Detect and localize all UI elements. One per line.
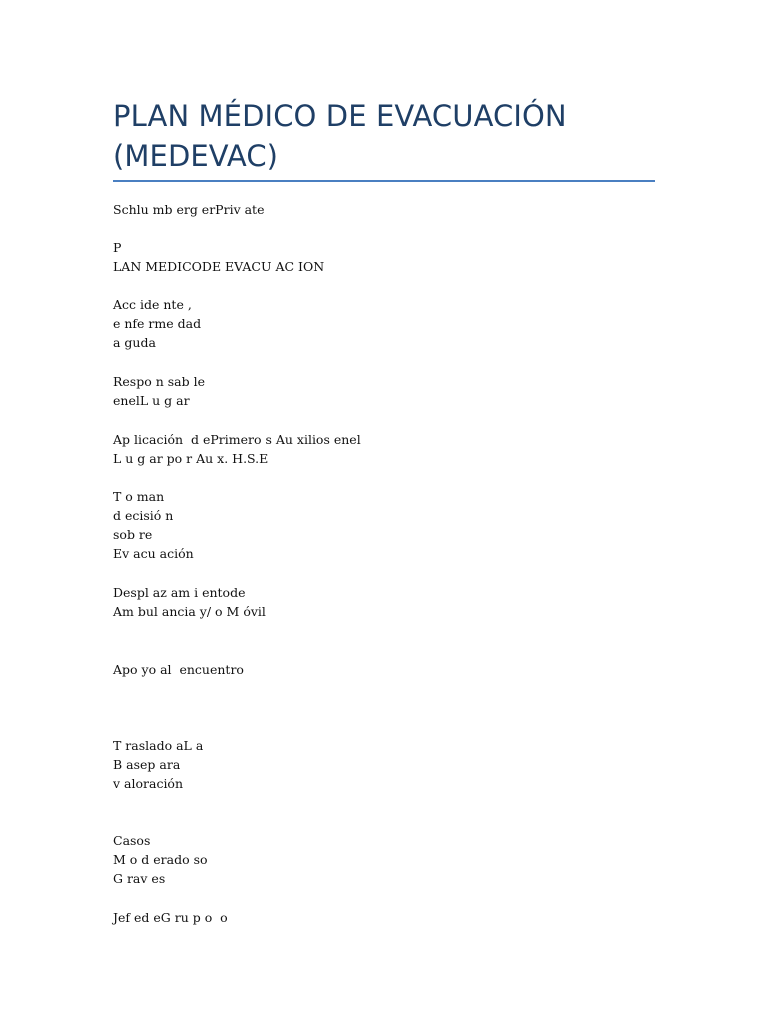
text-line: e nfe rme dad (113, 316, 202, 331)
text-line: LAN MEDICODE EVACU AC ION (113, 259, 325, 274)
text-line: T o man (113, 489, 165, 504)
text-line: Schlu mb erg erPriv ate (113, 202, 265, 217)
title-line-1: PLAN MÉDICO DE EVACUACIÓN (113, 99, 567, 133)
paragraph-decision (113, 487, 194, 563)
title-line-2: (MEDEVAC) (113, 139, 279, 173)
text-line: B asep ara (113, 757, 181, 772)
text-line: P (113, 240, 122, 255)
text-line: Respo n sab le (113, 374, 205, 389)
text-line: Apo yo al encuentro (113, 662, 244, 677)
paragraph-ambulance (113, 583, 266, 621)
paragraph-brand (113, 200, 264, 219)
text-line: G rav es (113, 871, 166, 886)
text-line: enelL u g ar (113, 393, 190, 408)
paragraph-first-aid (113, 430, 361, 468)
text-line: Despl az am i entode (113, 585, 246, 600)
text-line: a guda (113, 335, 156, 350)
paragraph-support (113, 660, 244, 679)
title-underline (113, 180, 655, 182)
text-line: L u g ar po r Au x. H.S.E (113, 451, 269, 466)
text-line: Casos (113, 833, 151, 848)
text-line: Ev acu ación (113, 546, 194, 561)
text-line: M o d erado so (113, 852, 208, 867)
paragraph-group-leader (113, 908, 228, 927)
text-line: Am bul ancia y/ o M óvil (113, 604, 266, 619)
text-line: sob re (113, 527, 153, 542)
text-line: T raslado aL a (113, 738, 204, 753)
text-line: v aloración (113, 776, 184, 791)
text-line: Acc ide nte , (113, 297, 192, 312)
text-line: Jef ed eG ru p o o (113, 910, 228, 925)
paragraph-cases (113, 831, 208, 888)
paragraph-responsible (113, 372, 205, 410)
text-line: d ecisió n (113, 508, 174, 523)
document-title (113, 96, 673, 176)
paragraph-plan-heading (113, 238, 324, 276)
text-line: Ap licación d ePrimero s Au xilios enel (113, 432, 361, 447)
paragraph-transfer (113, 736, 203, 793)
paragraph-accident (113, 295, 201, 352)
